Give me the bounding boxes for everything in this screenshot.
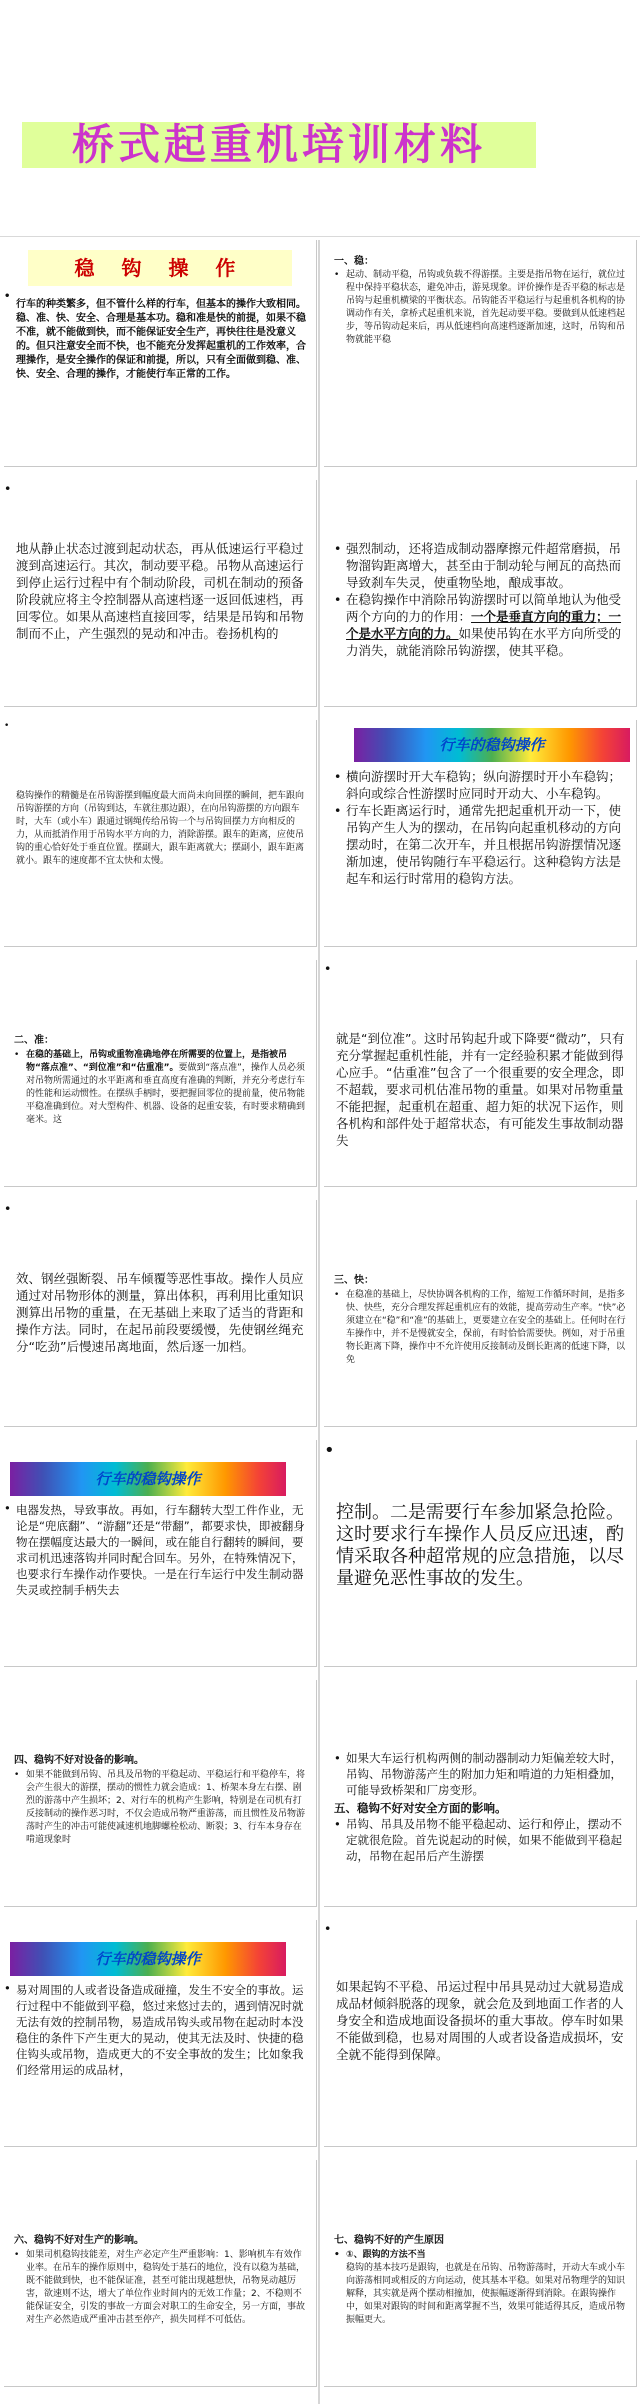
slide-collision-risk <box>4 1920 317 2147</box>
slide-paragraph: • 在稳的基础上，吊钩或重物准确地停在所需要的位置上，是指被吊物“落点准”、“到位准”和“估重准”。要做到“落点准”，操作人员必须对吊物所需通过的水平距离和垂直高度有准确的判断，并充分考虑行车的性能和运动惯性。在摆纵手柄时，要把握回零位的提前量，使吊物能平稳准确到位。对大型构件、机器、设备的起重安装，有时要求精确到毫米。这 <box>14 1049 306 1127</box>
list-item: • 横向游摆时开大车稳钩；纵向游摆时开小车稳钩；斜向或综合性游摆时应同时开动大、小车稳钩。 <box>334 768 626 802</box>
slide-stable <box>324 240 637 467</box>
slide-paragraph-2: • 吊钩、吊具及吊物不能平稳起动、运行和停止，摆动不定就很危险。首先说起动的时候，如果不能做到平稳起动，吊物在起吊后产生游摆 <box>334 1816 626 1864</box>
row-divider <box>0 236 640 237</box>
slide-weight-estimate <box>4 1200 317 1427</box>
emphasis-text: 一个是垂直方向的重力；一个是水平方向的力。 <box>346 609 622 641</box>
slide-paragraph: • 易对周围的人或者设备造成碰撞，发生不安全的事故。运行过程中不能做到平稳，悠过来悠过去的，遇到情况时就无法有效的控制吊物，易造成吊钩头或吊物在起动时本没稳住的条件下产生更大的晃动，使其无法及时、快捷的稳住钩头或吊物，造成更大的不安全事故的发生；比如象我们经常用运的成品材， <box>4 1980 316 2084</box>
section-heading: 六、稳钩不好对生产的影响。 <box>14 2235 144 2246</box>
slide-causes <box>324 2160 637 2387</box>
column-divider <box>318 240 320 2404</box>
list-item: • 行车长距离运行时，通常先把起重机开动一下，使吊钩产生人为的摆动，在吊钩向起重机移动的方向摆动时，在第二次开车，并且根据吊钩游摆情况逐渐加速，使吊钩随行车平稳运行。这种稳钩方法是起车和运行时常用的稳钩方法。 <box>334 802 626 887</box>
slide-accurate <box>4 960 317 1187</box>
slide-paragraph-2: • 在稳钩操作中消除吊钩游摆时可以简单地认为他受两个方向的力的作用：一个是垂直方向的重力；一个是水平方向的力。如果使吊钩在水平方向所受的力消失，就能消除吊钩游摆，使其平稳。 <box>334 591 626 659</box>
slide-equipment-impact <box>4 1680 317 1907</box>
rainbow-banner: 行车的稳钩操作 <box>354 728 630 762</box>
slide-paragraph: • 起动、制动平稳，吊钩或负载不得游摆。主要是指吊物在运行，就位过程中保持平稳状态，避免冲击，游晃现象。评价操作是否平稳的标志是吊钩与起重机横梁的平衡状态。吊钩能否平稳运行与起重机各机构的协调动作有关，拿桥式起重机来说，首先起动要平稳。要做到从低速档起步，等吊钩动起来后，再从低速档向高速档逐渐加速，这时，吊钩和吊物就能平稳 <box>334 269 626 347</box>
slide-emergency <box>324 1440 637 1667</box>
slide-braking <box>4 480 317 707</box>
slide-fast <box>324 1200 637 1427</box>
slide-paragraph: • 如果不能做到吊钩、吊具及吊物的平稳起动、平稳运行和平稳停车，将会产生很大的游摆，摆动的惯性力就会造成：1、桥架本身左右摆、剧烈的游荡中产生损坏；2、对行车的机构产生影响，特别是在司机有打反接制动的操作恶习时，不仅会造成吊物严重游荡，而且惯性及吊物游荡时产生的冲击可能使减速机地脚螺栓松动、断裂；3、行车本身存在啃道现象时 <box>14 1769 306 1847</box>
slide-hook-methods <box>324 720 637 947</box>
slide-paragraph: • 在稳准的基础上，尽快协调各机构的工作，缩短工作循环时间，是指多快、快些，充分合理发挥起重机应有的效能，提高劳动生产率。“快”必须建立在“稳”和“准”的基础上，更要建立在安全的基础上。任何时在行车操作中，并不是慢就安全，保前，有时恰恰需要快。例如，对于吊重物长距离下降，操作中不允许使用反接制动及倒长距离的低速下降，以免 <box>334 1289 626 1367</box>
slide-swing-force <box>324 480 637 707</box>
slide-paragraph: • 效、钢丝强断裂、吊车倾覆等恶性事故。操作人员应通过对吊物形体的测量，算出体积，再利用比重知识测算出吊物的重量，在无基础上来取了适当的背距和操作方法。同时，在起吊前段要缓慢，先使钢丝绳充分“吃劲”后慢速吊离地面，然后逐一加档。 <box>4 1200 316 1361</box>
slide-paragraph: • 电器发热，导致事故。再如，行车翻转大型工件作业，无论是“兜底翻”、“游翻”还是“带翻”，都要求快，即被翻身物在摆幅度达最大的一瞬间，或在能自行翻转的瞬间，要求司机迅速落钩并同时配合回车。另外，在特殊情况下，也要求行车操作动作要快。一是在行车运行中发生制动器失灵或控制手柄失去 <box>4 1500 316 1604</box>
slide-paragraph: • 强烈制动，还将造成制动器摩擦元件超常磨损，吊物溜钩距离增大，甚至由于制动轮与闸瓦的高热而导致刹车失灵，使重物坠地，酿成事故。 <box>334 540 626 591</box>
slide-production-impact <box>4 2160 317 2387</box>
section-heading: 二、准： <box>14 1035 54 1046</box>
slide-follow-hook <box>4 720 317 947</box>
slide-paragraph: • 控制。二是需要行车参加紧急抢险。这时要求行车操作人员反应迅速，酌情采取各种超常规的应急措施，以尽量避免恶性事故的发生。 <box>324 1440 636 1596</box>
slide-paragraph: • 稳钩操作的精髓是在吊钩游摆到幅度最大而尚未向回摆的瞬间，把车跟向吊钩游摆的方向（吊钩到达，车就往那边跟），在向吊钩游摆的方向跟车时，大车（或小车）跟通过钢绳传给吊钩一个与吊钩回摆力方向相反的力，从而抵消作用于吊钩水平方向的力，消除游摆。跟车的距离，应使吊钩的重心恰好处于垂直位置。摆副大，跟车距离就大；摆副小，跟车距离就小。跟车的速度都不宜太快和太慢。 <box>4 720 316 874</box>
rainbow-banner: 行车的稳钩操作 <box>10 1942 286 1976</box>
slide-paragraph: • 如果大车运行机构两侧的制动器制动力矩偏差较大时，吊钩、吊物游荡产生的附加力矩和啃道的力矩相叠加，可能导致桥架和厂房变形。 <box>334 1750 626 1798</box>
section-heading: 四、稳钩不好对设备的影响。 <box>14 1755 144 1766</box>
slide-fast-operations <box>4 1440 317 1667</box>
slide-paragraph: • 地从静止状态过渡到起动状态，再从低速运行平稳过渡到高速运行。其次，制动要平稳。吊物从高速运行到停止运行过程中有个制动阶段，司机在制动的预备阶段就应将主令控制器从高速档逐一返回低速档，再回零位。如果从高速档直接回零，结果是吊钩和吊物制而不止，产生强烈的晃动和冲击。卷扬机构的 <box>4 480 316 648</box>
section-heading: 七、稳钩不好的产生原因 <box>334 2235 444 2246</box>
slide-paragraph: • 就是“到位准”。这时吊钩起升或下降要“微动”，只有充分掌握起重机性能，并有一定经验积累才能做到得心应手。“估重准”包含了一个很重要的安全理念，即不超载，要求司机估准吊物的重量。如果对吊物重量不能把握，起重机在超重、超力矩的状况下运作，则各机构和部件处于超常状态，有可能发生事故制动器失 <box>324 960 636 1155</box>
slide-paragraph: 稳钩的基本技巧是跟钩，也就是在吊钩、吊物游荡时，开动大车或小车向游荡相同或相反的方向运动，使其基本平稳。如果对吊物理学的知识解释，其实就是两个摆动相撞加，使振幅逐渐得到消除。在跟钩操作中，如果对跟钩的时间和距离掌握不当，效果可能适得其反，造成吊物振幅更大。 <box>346 2263 626 2325</box>
sub-heading: • ①、跟钩的方法不当 <box>334 2249 626 2262</box>
slide-paragraph: • 如果司机稳钩技能差，对生产必定产生严重影响：1、影响机车有效作业率。在吊车的操作原则中，稳钩处于基石的地位，没有以稳为基础，既不能做到快，也不能保证准，甚至可能出现越想快，吊物晃动越厉害，欲速则不达，增大了单位作业时间内的无效工作量；2、不稳则不能保证安全，引发的事故一方面会对职工的生命安全，另一方面，事故对生产必然造成严重冲击甚至停产，损失同样不可低估。 <box>14 2249 306 2327</box>
slide-falling-risk <box>324 1920 637 2147</box>
slide-position-accurate <box>324 960 637 1187</box>
section-heading: 三、快： <box>334 1275 374 1286</box>
rainbow-banner: 行车的稳钩操作 <box>10 1462 286 1496</box>
document-title: 桥式起重机培训材料 <box>71 120 486 169</box>
section-heading: 一、稳： <box>334 256 374 267</box>
slide-stable-hook-intro <box>4 240 317 467</box>
title-slide <box>0 0 640 236</box>
slide-paragraph: • 行车的种类繁多，但不管什么样的行车，但基本的操作大致相同。稳、准、快、安全、合理是基本功。稳和准是快的前提，如果不稳不准，就不能做到快，而不能保证安全生产，再快往往是没意义的。但只注意安全而不快，也不能充分发挥起重机的工作效率，合理操作，是安全操作的保证和前提，所以，只有全面做到稳、准、快、安全、合理的操作，才能使行车正常的工作。 <box>4 290 316 388</box>
slide-paragraph: • 如果起钩不平稳、吊运过程中吊具晃动过大就易造成成品材倾斜脱落的现象，就会危及到地面工作者的人身安全和造成地面设备损坏的重大事故。停车时如果不能做到稳，也易对周围的人或者设备造成损坏，安全就不能得到保障。 <box>324 1920 636 2069</box>
section-heading: 五、稳钩不好对安全方面的影响。 <box>334 1801 507 1815</box>
slide-heading: 稳 钩 操 作 <box>28 250 292 286</box>
slide-safety-impact <box>324 1680 637 1907</box>
